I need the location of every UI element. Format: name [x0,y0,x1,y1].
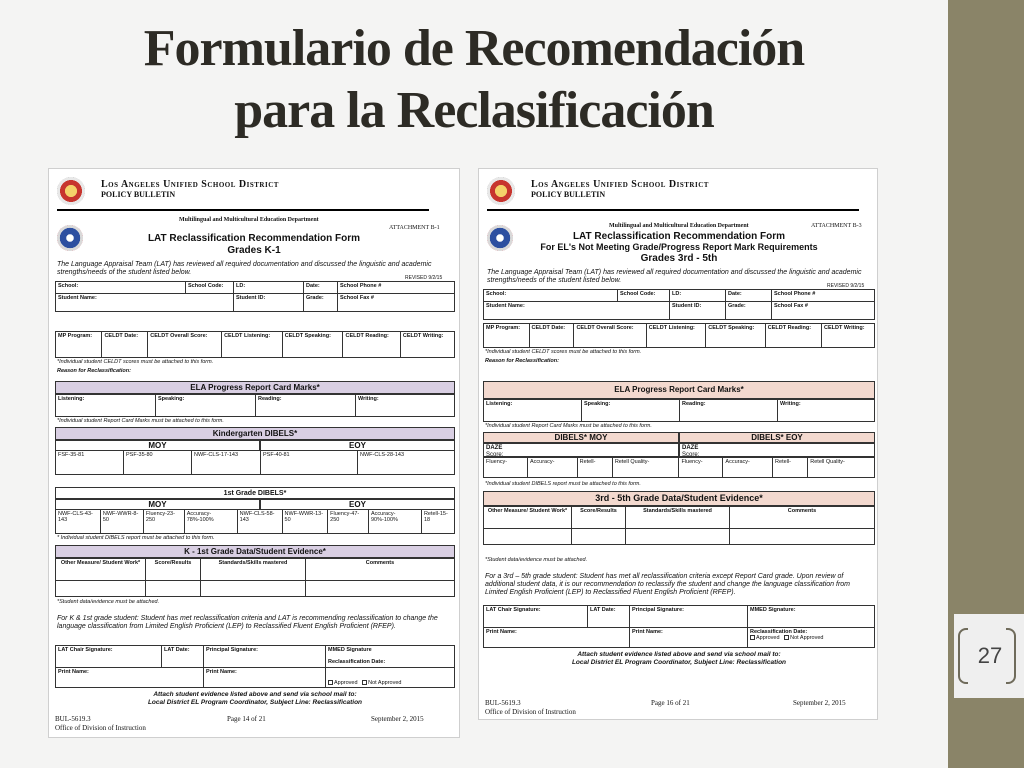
dibels-cell: PSF-35-80 [124,451,192,475]
dibels-cell: NWF-CLS-17-143 [192,451,261,475]
daze-label: DAZE [682,445,699,451]
student-name-cell: Student Name: [484,302,670,320]
dibels-cell: Accuracy-90%-100% [369,510,422,534]
evidence-header: Other Measure/ Student Work* [56,559,146,581]
signature-table [483,605,875,648]
return-instructions-2: Local District EL Program Coordinator, Subject Line: Reclassification [571,659,787,666]
evidence-cell [572,529,626,545]
attachment-label: ATTACHMENT B-3 [811,223,862,229]
kinder-dibels-table [55,450,455,475]
student-info-table [55,281,455,312]
daze-eoy-cell [679,443,875,457]
reclass-date-label: Reclassification Date: [328,659,386,665]
kinder-moy-header: MOY [55,440,260,451]
celdt-cell: CELDT Listening: [222,332,283,358]
celdt-table [55,331,455,358]
form-intro: The Language Appraisal Team (LAT) has reviewed all required documentation and discussed the linguistic and academic strengths/needs of the student listed below. [487,269,862,284]
district-header [49,169,459,215]
ela-cell: Writing: [356,395,455,417]
approval-cell [326,668,455,688]
celdt-note: *Individual student CELDT scores must be attached to this form. [57,359,214,365]
dibels-cell: FSF-35-81 [56,451,124,475]
date-cell: Date: [304,282,338,294]
evidence-header: Score/Results [146,559,201,581]
celdt-table [483,323,875,348]
kinder-dibels-band: Kindergarten DIBELS* [55,427,455,440]
grade-cell: Grade: [304,294,338,312]
attachment-label: ATTACHMENT B-1 [389,225,440,231]
header-rule [487,209,859,211]
score-label: Score: [682,452,700,458]
evidence-header: Comments [730,507,875,529]
footer-date: September 2, 2015 [371,715,424,723]
ela-cell: Listening: [484,400,582,422]
approved-label: Approved [334,680,358,686]
reason-label: Reason for Reclassification: [485,358,559,364]
print-name-cell: Print Name: [204,668,326,688]
page-of: Page 14 of 21 [227,715,266,723]
form-k1-image [48,168,460,738]
evidence-band: K - 1st Grade Data/Student Evidence* [55,545,455,558]
ela-note: *Individual student Report Card Marks must be attached to this form. [57,418,224,424]
celdt-cell: CELDT Speaking: [706,324,766,348]
print-name-cell: Print Name: [630,628,748,648]
evidence-note: *Student data/evidence must be attached. [57,599,160,605]
slide-title [0,18,948,142]
dibels-cell: Retell-15-18 [421,510,454,534]
sig-cell: Principal Signature: [630,606,748,628]
evidence-band: 3rd - 5th Grade Data/Student Evidence* [483,491,875,506]
reason-label: Reason for Reclassification: [57,368,131,374]
kinder-eoy-header: EOY [260,440,455,451]
grade-cell: Grade: [726,302,772,320]
print-name-cell: Print Name: [484,628,630,648]
celdt-cell: CELDT Writing: [822,324,875,348]
office-name: Office of Division of Instruction [485,708,576,716]
dibels-cell: PSF-40-81 [261,451,358,475]
celdt-cell: CELDT Overall Score: [574,324,646,348]
page-number: 27 [977,643,1003,668]
form-subtitle: Grades K-1 [227,245,281,256]
school-fax-cell: School Fax # [772,302,875,320]
daze-cell: Retell- [773,458,808,478]
revised-date: REVISED 9/2/15 [405,275,443,281]
dibels-cell: NWF-CLS-43-143 [56,510,101,534]
dibels-cell: Fluency-23-250 [143,510,184,534]
daze-cell: Retell- [577,458,612,478]
policy-bulletin: POLICY BULLETIN [531,190,606,199]
approval-cell [748,628,875,648]
dibels-cell: NWF-CLS-28-143 [358,451,455,475]
sig-cell [326,646,455,668]
evidence-note: *Student data/evidence must be attached. [485,557,588,563]
ela-cell: Writing: [778,400,875,422]
school-cell: School: [484,290,618,302]
daze-cell: Accuracy- [723,458,773,478]
form-title: LAT Reclassification Recommendation Form [572,231,786,242]
celdt-cell: CELDT Reading: [765,324,821,348]
form-title-2: For EL's Not Meeting Grade/Progress Report Mark Requirements [540,242,818,252]
form-subtitle: Grades 3rd - 5th [640,253,718,264]
evidence-table [483,506,875,545]
evidence-cell [146,581,201,597]
department-logo-icon [57,225,83,251]
form-intro: The Language Appraisal Team (LAT) has reviewed all required documentation and discussed the linguistic and academic strengths/needs of the student listed below. [57,261,432,276]
evidence-header: Score/Results [572,507,626,529]
celdt-cell: CELDT Date: [529,324,574,348]
evidence-cell [306,581,455,597]
school-phone-cell: School Phone # [338,282,455,294]
header-rule [57,209,429,211]
dibels-moy-header: DIBELS* MOY [483,432,679,443]
evidence-cell [730,529,875,545]
district-header [479,169,877,215]
revised-date: REVISED 9/2/15 [827,283,865,289]
celdt-cell: MP Program: [484,324,530,348]
approved-checkbox[interactable] [750,635,755,640]
celdt-cell: CELDT Listening: [646,324,705,348]
score-label: Score: [486,452,504,458]
not-approved-checkbox[interactable] [784,635,789,640]
first-dibels-table [55,509,455,534]
evidence-header: Standards/Skills mastered [201,559,306,581]
form-3-5-image [478,168,878,720]
department-name: Multilingual and Multicultural Education Department [179,217,319,223]
not-approved-checkbox[interactable] [362,680,367,685]
ela-band: ELA Progress Report Card Marks* [483,381,875,399]
evidence-cell [56,581,146,597]
student-id-cell: Student ID: [670,302,726,320]
form-title: LAT Reclassification Recommendation Form [147,233,361,244]
ela-table [55,394,455,417]
celdt-cell: CELDT Speaking: [282,332,343,358]
slide-title-line-1: Formulario de Recomendación [143,20,805,77]
evidence-cell [626,529,730,545]
bulletin-number: BUL-5619.3 [485,699,521,707]
dibels-cell: Fluency-47-250 [328,510,369,534]
daze-label: DAZE [486,445,503,451]
school-code-cell: School Code: [186,282,234,294]
celdt-cell: CELDT Writing: [400,332,454,358]
dibels-eoy-header: DIBELS* EOY [679,432,875,443]
dibels-cell: NWF-WWR-8-50 [100,510,143,534]
date-cell: Date: [726,290,772,302]
department-name: Multilingual and Multicultural Education Department [609,223,749,229]
approved-label: Approved [756,635,780,641]
celdt-cell: MP Program: [56,332,102,358]
dibels-cell: Accuracy-78%-100% [184,510,237,534]
district-name: Los Angeles Unified School District [101,179,279,190]
daze-cell: Fluency- [679,458,723,478]
slide-title-line-2: para la Reclasificación [234,82,714,139]
school-fax-cell: School Fax # [338,294,455,312]
not-approved-label: Not Approved [368,680,402,686]
signature-table [55,645,455,688]
school-code-cell: School Code: [618,290,670,302]
district-seal-icon [487,177,515,205]
celdt-cell: CELDT Overall Score: [148,332,222,358]
bulletin-number: BUL-5619.3 [55,715,91,723]
not-approved-label: Not Approved [790,635,824,641]
footer-date: September 2, 2015 [793,699,846,707]
district-name: Los Angeles Unified School District [531,179,709,190]
page-of: Page 16 of 21 [651,699,690,707]
evidence-header: Other Measure/ Student Work* [484,507,572,529]
sig-cell: LAT Date: [162,646,204,668]
return-instructions: Attach student evidence listed above and send via school mail to: [577,651,781,658]
celdt-note: *Individual student CELDT scores must be attached to this form. [485,349,642,355]
daze-moy-cell [483,443,679,457]
dibels-note: * Individual student DIBELS report must be attached to this form. [57,535,215,541]
first-dibels-band: 1st Grade DIBELS* [55,487,455,499]
evidence-header: Comments [306,559,455,581]
sig-cell: MMED Signature: [748,606,875,628]
student-name-cell: Student Name: [56,294,234,312]
sig-cell: LAT Chair Signature: [56,646,162,668]
celdt-cell: CELDT Reading: [343,332,400,358]
first-moy-header: MOY [55,499,260,510]
return-instructions-2: Local District EL Program Coordinator, Subject Line: Reclassification [147,699,363,706]
ela-note: *Individual student Report Card Marks must be attached to this form. [485,423,652,429]
print-name-cell: Print Name: [56,668,204,688]
ela-cell: Speaking: [156,395,256,417]
recommendation-paragraph: For a 3rd – 5th grade student: Student has met all reclassification criteria except Report Card grade. Upon review of additional student data, it is our recommendation to reclassify the student and change the language classification from Limited English Proficient (LEP) to Reclassified Fluent English Proficient (RFEP). [485,573,850,596]
return-instructions: Attach student evidence listed above and send via school mail to: [153,691,357,698]
ela-cell: Listening: [56,395,156,417]
reclass-date-label: Reclassification Date: [750,629,808,635]
evidence-table [55,558,455,597]
evidence-cell [484,529,572,545]
daze-table [483,457,875,478]
policy-bulletin: POLICY BULLETIN [101,190,176,199]
sig-cell: LAT Chair Signature: [484,606,588,628]
dibels-note: *Individual student DIBELS report must be attached to this form. [485,481,641,487]
approved-checkbox[interactable] [328,680,333,685]
daze-cell: Fluency- [484,458,528,478]
school-cell: School: [56,282,186,294]
daze-cell: Retell Quality- [612,458,679,478]
ld-cell: LD: [234,282,304,294]
school-phone-cell: School Phone # [772,290,875,302]
ela-table [483,399,875,422]
evidence-header: Standards/Skills mastered [626,507,730,529]
student-id-cell: Student ID: [234,294,304,312]
evidence-cell [201,581,306,597]
ela-cell: Speaking: [582,400,680,422]
ela-cell: Reading: [256,395,356,417]
recommendation-paragraph: For K & 1st grade student: Student has met reclassification criteria and LAT is recommending reclassification to change the language classification from Limited English Proficient (LEP) to Reclassified Fluent English Proficient (RFEP). [57,615,438,630]
sig-cell: Principal Signature: [204,646,326,668]
ela-band: ELA Progress Report Card Marks* [55,381,455,394]
dibels-cell: NWF-CLS-58-143 [237,510,282,534]
dibels-cell: NWF-WWR-13-50 [282,510,328,534]
district-seal-icon [57,177,85,205]
mmed-signature-label: MMED Signature [328,647,372,653]
daze-cell: Accuracy- [527,458,577,478]
sig-cell: LAT Date: [588,606,630,628]
celdt-cell: CELDT Date: [102,332,148,358]
daze-cell: Retell Quality- [808,458,875,478]
student-info-table [483,289,875,320]
first-eoy-header: EOY [260,499,455,510]
ld-cell: LD: [670,290,726,302]
ela-cell: Reading: [680,400,778,422]
office-name: Office of Division of Instruction [55,724,146,732]
